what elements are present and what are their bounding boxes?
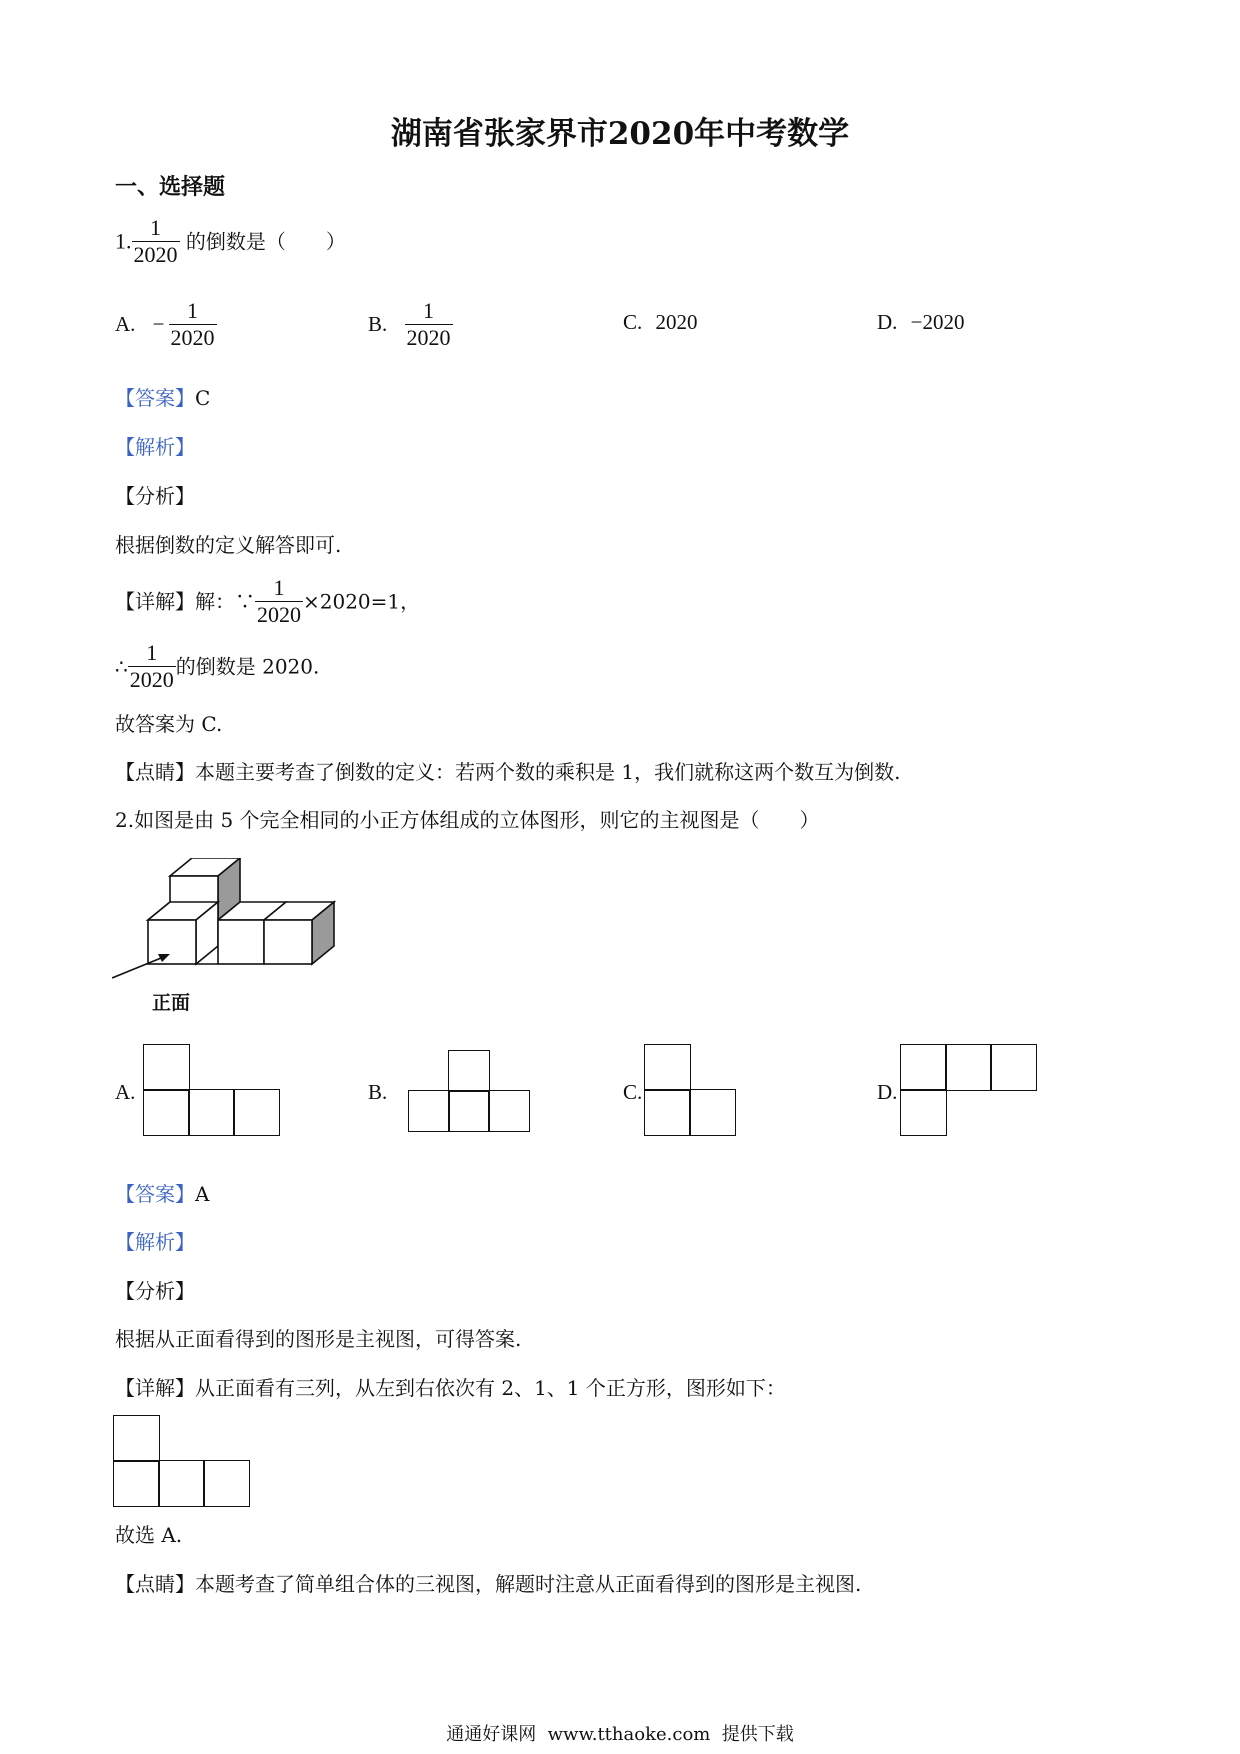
q1-option-a-sign: − [152,312,165,336]
q1-option-b [368,298,453,351]
q1-dianjing [115,760,900,784]
therefore-symbol: ∴ [115,654,128,679]
q1-option-b-den: 2020 [406,325,451,350]
square [143,1044,190,1091]
square [113,1415,160,1462]
square [488,1090,530,1132]
q1-xiangjie-pre: 解：∵ [195,589,255,614]
q1-therefore-post: 的倒数是 2020. [175,654,320,679]
q2-option-b-figure [408,1050,532,1132]
q1-option-c-value: 2020 [655,310,698,334]
square [408,1090,450,1132]
q2-answer [115,1182,209,1206]
square [448,1050,490,1092]
square [233,1089,280,1136]
q2-cube-figure [112,858,344,1028]
q1-therefore-den: 2020 [129,667,174,692]
q1-stem-text: 的倒数是（ ） [185,229,346,254]
square [143,1089,190,1136]
q2-jiexi: 【解析】 [115,1230,195,1254]
square [644,1089,691,1136]
q1-xiangjie-den: 2020 [257,602,301,627]
q2-answer-value: A [195,1182,210,1206]
cube-1-front [148,920,196,964]
q1-option-d [877,310,965,335]
q1-xiangjie [115,575,420,628]
q1-fraction [132,215,180,268]
q1-number: 1. [115,228,132,254]
q1-stem [115,215,346,268]
q1-option-b-frac [405,298,453,351]
square [113,1460,160,1507]
cube-4-front [264,920,312,964]
q2-option-c-label: C. [623,1080,643,1104]
q1-option-d-label: D. [877,310,898,334]
q1-xiangjie-post: ×2020=1， [303,589,421,614]
q1-dianjing-text: 本题主要考查了倒数的定义：若两个数的乘积是 1，我们就称这两个数互为倒数. [195,760,901,784]
square [188,1089,235,1136]
footer: 通通好课网 www.tthaoke.com 提供下载 [446,1724,794,1745]
q2-xiangjie [115,1376,786,1400]
q2-option-b-label: B. [368,1080,388,1104]
q2-fenxi-text: 根据从正面看得到的图形是主视图，可得答案. [115,1327,522,1351]
q2-dianjing [115,1572,861,1596]
cube-3-front [218,920,264,964]
q1-option-a-den: 2020 [170,325,215,350]
square [945,1044,992,1091]
q1-therefore-num: 1 [146,640,158,665]
square [158,1460,205,1507]
q2-option-a-figure [143,1044,283,1136]
q1-option-d-value: −2020 [910,310,965,334]
q2-solution-figure [113,1415,255,1507]
square [448,1090,490,1132]
q1-frac-num: 1 [150,215,161,240]
q2-fenxi: 【分析】 [115,1279,195,1303]
square [644,1044,691,1091]
q1-fenxi-text: 根据倒数的定义解答即可. [115,533,342,557]
q1-xiangjie-frac [255,575,303,628]
square [203,1460,250,1507]
q1-option-c [623,310,698,335]
q1-answer-tag: 【答案】 [115,386,195,410]
q2-dianjing-text: 本题考查了简单组合体的三视图，解题时注意从正面看得到的图形是主视图. [195,1572,862,1596]
q2-xiangjie-text: 从正面看有三列，从左到右依次有 2、1、1 个正方形，图形如下： [195,1376,786,1400]
q1-xiangjie-tag: 【详解】 [115,589,195,614]
q1-dianjing-tag: 【点睛】 [115,760,195,784]
q1-jiexi: 【解析】 [115,435,195,459]
q2-option-d-figure [900,1044,1042,1136]
q1-conclusion: 故答案为 C. [115,712,223,736]
q1-fenxi: 【分析】 [115,484,195,508]
q2-dianjing-tag: 【点睛】 [115,1572,195,1596]
q1-therefore [115,640,319,693]
q1-option-a [115,298,217,351]
q1-option-c-label: C. [623,310,643,334]
q1-option-a-num: 1 [187,298,199,323]
q1-option-b-num: 1 [423,298,435,323]
page-title: 湖南省张家界市2020年中考数学 [390,116,850,152]
square [900,1044,947,1091]
q2-option-c-figure [644,1044,738,1136]
square [990,1044,1037,1091]
q2-xiangjie-tag: 【详解】 [115,1376,195,1400]
q1-therefore-frac [128,640,176,693]
q2-option-d-label: D. [877,1080,898,1104]
q1-frac-den: 2020 [133,242,178,267]
q1-option-b-label: B. [368,312,388,336]
q2-option-a-label: A. [115,1080,136,1104]
arrow-shaft [112,956,166,978]
square [689,1089,736,1136]
q2-conclusion: 故选 A. [115,1523,183,1547]
q1-answer-value: C [195,386,211,410]
q1-answer [115,386,210,410]
q1-option-a-frac [169,298,217,351]
q2-stem: 2.如图是由 5 个完全相同的小正方体组成的立体图形，则它的主视图是（ ） [115,808,820,832]
square [900,1089,947,1136]
q1-option-a-label: A. [115,312,136,336]
q2-answer-tag: 【答案】 [115,1182,195,1206]
section-heading: 一、选择题 [115,174,226,200]
q1-xiangjie-num: 1 [273,575,285,600]
front-label: 正面 [152,992,191,1014]
